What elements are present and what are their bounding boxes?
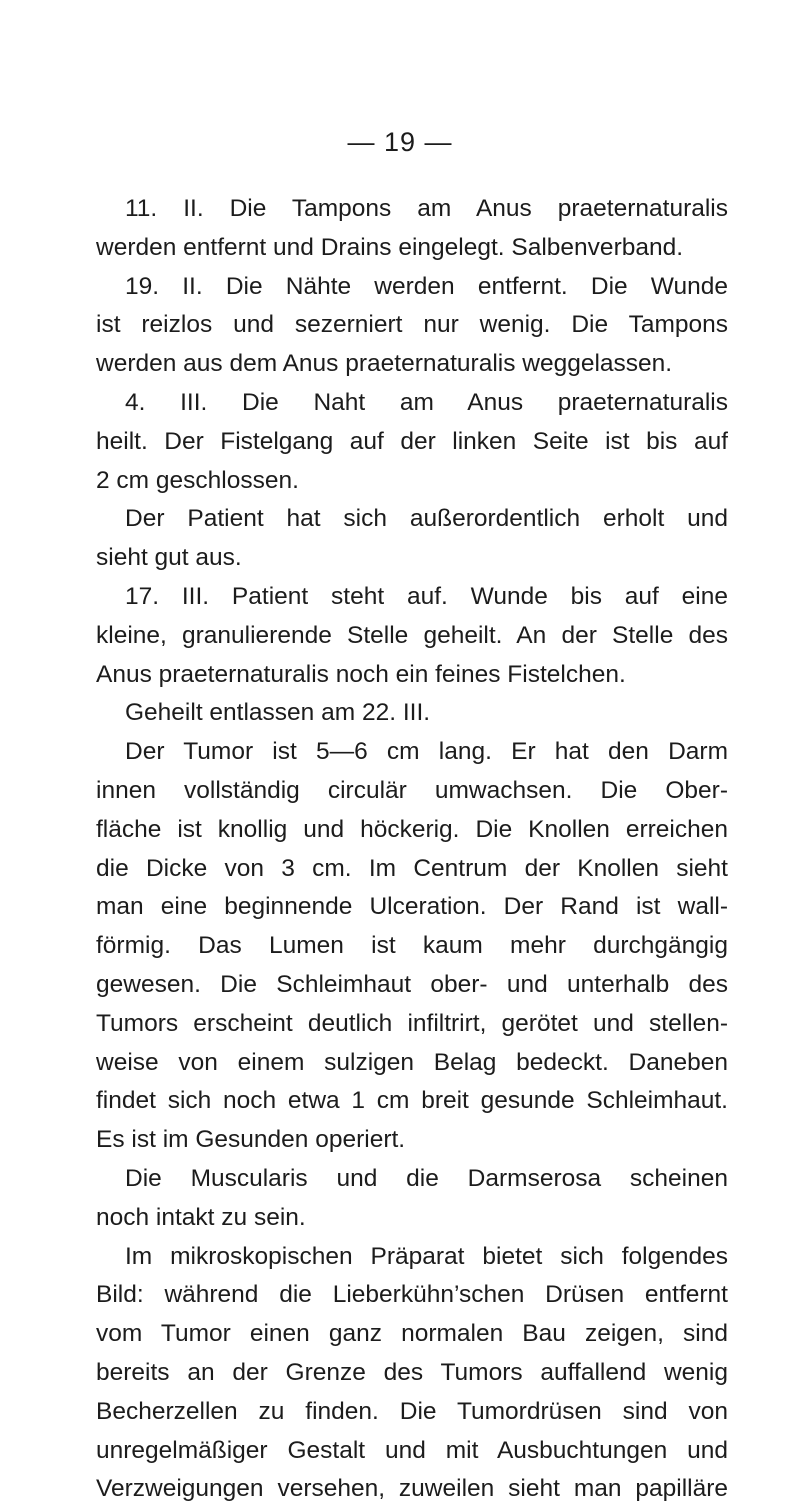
text-line: noch intakt zu sein. xyxy=(96,1203,306,1231)
text-line: die Dicke von 3 cm. Im Centrum der Knollen sieht xyxy=(96,854,728,882)
text-line: Es ist im Gesunden operiert. xyxy=(96,1126,406,1154)
text-line: weise von einem sulzigen Belag bedeckt. Daneben xyxy=(96,1048,728,1076)
text-line: Die Muscularis und die Darmserosa scheinen xyxy=(125,1164,728,1192)
text-line: Der Tumor ist 5—6 cm lang. Er hat den Darm xyxy=(125,738,728,766)
text-line: förmig. Das Lumen ist kaum mehr durchgängig xyxy=(96,932,728,960)
text-line: Becherzellen zu finden. Die Tumordrüsen sind von xyxy=(96,1397,728,1425)
text-line: man eine beginnende Ulceration. Der Rand ist wall- xyxy=(96,893,728,921)
page-number: — 19 — xyxy=(347,127,453,157)
text-line: 11. II. Die Tampons am Anus praeternaturalis xyxy=(125,195,728,222)
text-line: Verzweigungen versehen, zuweilen sieht man papilläre xyxy=(96,1475,728,1503)
text-line: 17. III. Patient steht auf. Wunde bis auf eine xyxy=(125,582,728,610)
text-line: Anus praeternaturalis noch ein feines Fistelchen. xyxy=(96,660,626,688)
text-line: bereits an der Grenze des Tumors auffallend wenig xyxy=(96,1358,728,1386)
text-line: 4. III. Die Naht am Anus praeternaturalis xyxy=(125,388,728,416)
text-line: werden entfernt und Drains eingelegt. Salbenverband. xyxy=(96,233,684,261)
text-line: 2 cm geschlossen. xyxy=(96,466,299,494)
text-line: Bild: während die Lieberkühn’schen Drüsen entfernt xyxy=(96,1281,728,1309)
text-line: Geheilt entlassen am 22. III. xyxy=(125,699,431,727)
text-line: werden aus dem Anus praeternaturalis weggelassen. xyxy=(96,350,673,378)
text-line: Der Patient hat sich außerordentlich erholt und xyxy=(125,505,728,533)
text-line: Tumors erscheint deutlich infiltrirt, gerötet und stellen- xyxy=(96,1009,728,1037)
text-line: innen vollständig circulär umwachsen. Die Ober- xyxy=(96,776,728,804)
text-line: unregelmäßiger Gestalt und mit Ausbuchtungen und xyxy=(96,1436,728,1464)
text-line: Im mikroskopischen Präparat bietet sich folgendes xyxy=(125,1242,728,1270)
text-line: findet sich noch etwa 1 cm breit gesunde Schleimhaut. xyxy=(96,1087,728,1115)
text-line: sieht gut aus. xyxy=(96,544,242,572)
text-line: fläche ist knollig und höckerig. Die Knollen erreichen xyxy=(96,815,728,843)
text-line: kleine, granulierende Stelle geheilt. An der Stelle des xyxy=(96,621,728,649)
body-text xyxy=(96,190,728,1509)
text-line: ist reizlos und sezerniert nur wenig. Die Tampons xyxy=(96,311,728,339)
text-line: 19. II. Die Nähte werden entfernt. Die Wunde xyxy=(125,272,728,300)
text-line: gewesen. Die Schleimhaut ober- und unterhalb des xyxy=(96,970,728,998)
text-line: vom Tumor einen ganz normalen Bau zeigen, sind xyxy=(96,1320,728,1348)
text-line: heilt. Der Fistelgang auf der linken Seite ist bis auf xyxy=(96,427,728,455)
